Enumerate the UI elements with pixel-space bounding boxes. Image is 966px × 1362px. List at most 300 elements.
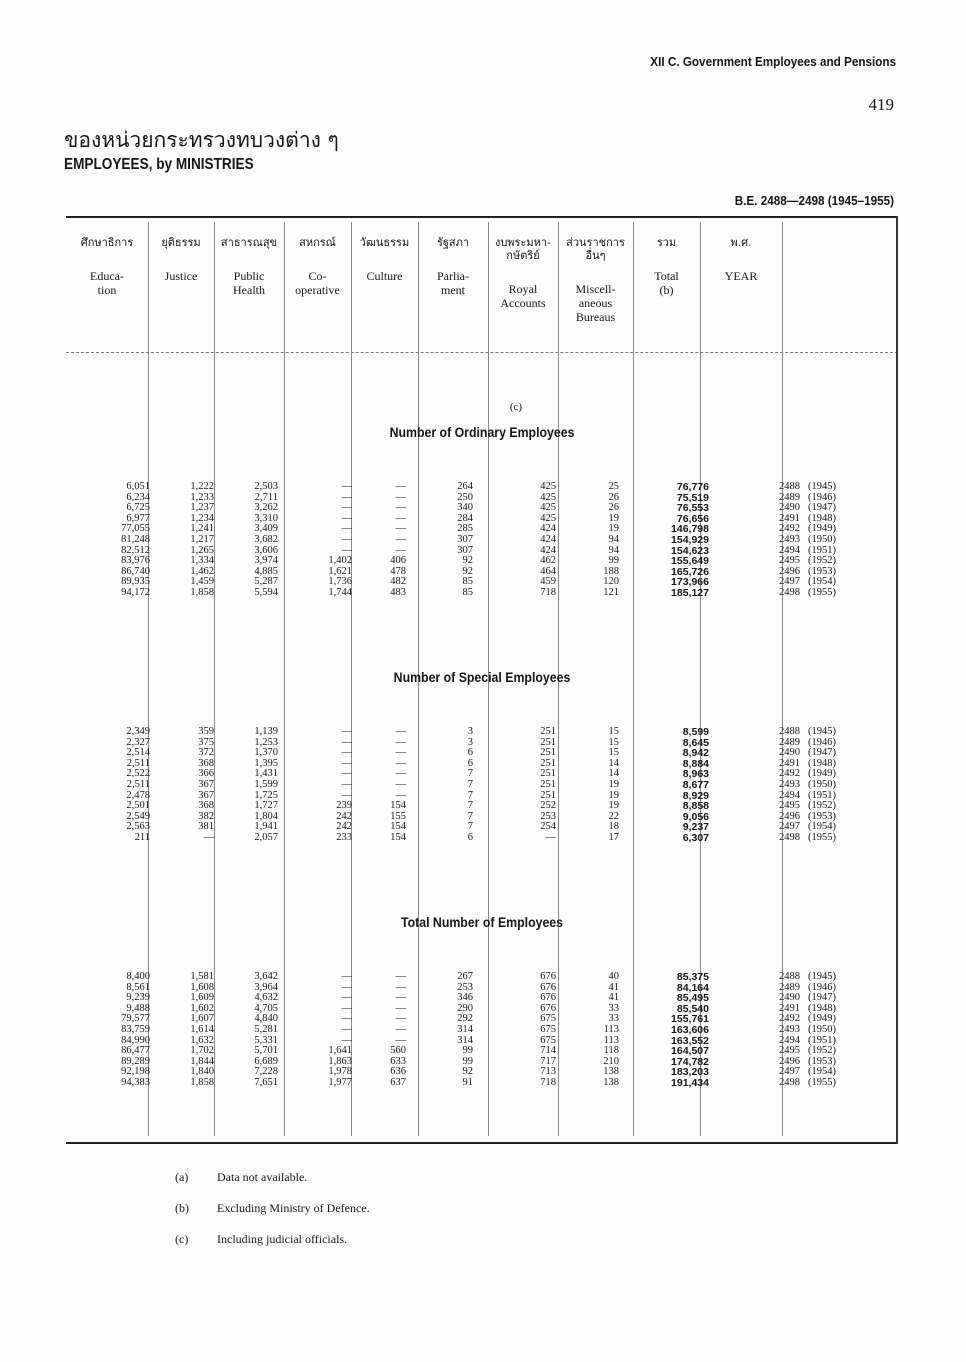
- year-ad: (1954): [808, 1066, 836, 1078]
- table-cell: 174,782: [671, 1055, 709, 1068]
- table-cell: 406: [390, 555, 406, 567]
- table-cell: 3,310: [254, 512, 278, 524]
- table-cell: 1,233: [190, 491, 214, 503]
- table-cell: 8,942: [682, 747, 709, 760]
- table-cell: 6,234: [126, 491, 150, 503]
- column-header: [633, 236, 700, 297]
- table-cell: 8,599: [682, 726, 709, 738]
- table-cell: 154,929: [671, 534, 709, 546]
- table-cell: —: [395, 981, 406, 993]
- year-ad: (1945): [808, 726, 836, 737]
- table-cell: 1,641: [328, 1045, 352, 1057]
- year-ad: (1949): [808, 523, 836, 535]
- table-cell: 41: [608, 992, 619, 1004]
- table-cell: —: [341, 512, 352, 524]
- table-cell: 2,511: [126, 779, 150, 790]
- table-cell: 4,632: [254, 992, 278, 1004]
- page-title-thai: ของหน่วยกระทรวงทบวงต่าง ๆ: [64, 128, 339, 152]
- year-be: 2490: [779, 992, 800, 1004]
- table-cell: 483: [390, 587, 406, 598]
- table-cell: 3,262: [254, 502, 278, 514]
- table-cell: 254: [540, 821, 556, 833]
- table-cell: 8,561: [126, 981, 150, 993]
- table-cell: 5,331: [254, 1034, 278, 1046]
- table-cell: —: [341, 736, 352, 748]
- table-cell: 8,677: [682, 779, 709, 791]
- table-cell: 1,702: [190, 1045, 214, 1057]
- table-cell: 367: [198, 779, 214, 790]
- table-cell: 6,689: [254, 1055, 278, 1067]
- table-cell: 92: [462, 565, 473, 577]
- table-cell: 3: [467, 736, 473, 748]
- year-ad: (1951): [808, 544, 836, 556]
- table-cell: 3: [467, 726, 473, 737]
- table-cell: 188: [603, 565, 619, 577]
- table-cell: —: [395, 726, 406, 737]
- column-header: [66, 236, 148, 297]
- column-header-thai: สหกรณ์: [299, 236, 336, 249]
- page-title: EMPLOYEES, by MINISTRIES: [64, 156, 254, 173]
- table-cell: —: [341, 747, 352, 759]
- section-title: Number of Special Employees: [393, 669, 571, 685]
- table-cell: 19: [608, 789, 619, 801]
- table-cell: 4,885: [254, 565, 278, 577]
- table-cell: 676: [540, 1002, 556, 1014]
- table-cell: 99: [608, 555, 619, 567]
- table-cell: 154: [390, 800, 406, 812]
- table-cell: 462: [540, 555, 556, 567]
- table-cell: 79,577: [121, 1013, 150, 1025]
- table-cell: 26: [608, 491, 619, 503]
- table-cell: 1,804: [254, 810, 278, 822]
- table-cell: 5,594: [254, 587, 278, 598]
- column-header: [351, 236, 418, 283]
- table-cell: 1,727: [254, 800, 278, 812]
- table-cell: 2,478: [126, 789, 150, 801]
- table-cell: 1,395: [254, 757, 278, 769]
- table-cell: —: [203, 832, 214, 843]
- table-cell: 113: [603, 1024, 619, 1035]
- table-cell: 118: [603, 1045, 619, 1057]
- table-cell: 2,057: [254, 832, 278, 843]
- table-cell: 459: [540, 576, 556, 588]
- table-cell: 76,553: [676, 502, 709, 515]
- table-cell: 307: [457, 534, 473, 545]
- year-ad: (1950): [808, 779, 836, 790]
- table-cell: 155: [390, 810, 406, 822]
- table-cell: 1,462: [190, 565, 214, 577]
- year-be: 2488: [779, 726, 800, 737]
- table-cell: 15: [608, 747, 619, 759]
- year-be: 2495: [779, 800, 800, 812]
- table-cell: —: [395, 736, 406, 748]
- table-cell: 424: [540, 534, 556, 545]
- year-be: 2498: [779, 1077, 800, 1088]
- table-cell: 99: [462, 1045, 473, 1057]
- table-cell: 425: [540, 512, 556, 524]
- table-cell: 307: [457, 544, 473, 556]
- table-cell: 7: [467, 779, 473, 790]
- table-row: [66, 738, 898, 749]
- year-ad: (1950): [808, 1024, 836, 1035]
- year-ad: (1954): [808, 821, 836, 833]
- table-cell: 8,929: [682, 789, 709, 802]
- table-cell: 94,383: [121, 1077, 150, 1088]
- table-cell: 2,503: [254, 481, 278, 492]
- table-cell: 84,164: [676, 981, 709, 994]
- table-cell: 675: [540, 1024, 556, 1035]
- table-cell: 6,977: [126, 512, 150, 524]
- table-cell: 2,501: [126, 800, 150, 812]
- year-be: 2491: [779, 512, 800, 524]
- table-cell: 717: [540, 1055, 556, 1067]
- table-cell: —: [395, 1002, 406, 1014]
- column-header-english: Co- operative: [295, 269, 340, 297]
- column-header-english: Educa- tion: [90, 269, 124, 297]
- column-header-english: Total (b): [654, 269, 679, 297]
- table-cell: —: [395, 491, 406, 503]
- table-cell: 26: [608, 502, 619, 514]
- table-cell: 4,840: [254, 1013, 278, 1025]
- table-cell: 94,172: [121, 587, 150, 598]
- table-cell: 1,602: [190, 1002, 214, 1014]
- year-ad: (1949): [808, 768, 836, 780]
- table-cell: 17: [608, 832, 619, 843]
- table-cell: 9,237: [682, 821, 709, 834]
- table-cell: 5,701: [254, 1045, 278, 1057]
- table-cell: 8,884: [682, 757, 709, 770]
- table-cell: 6: [467, 832, 473, 843]
- column-header-english: Justice: [164, 269, 198, 283]
- header-bottom-rule: [66, 352, 898, 353]
- table-cell: —: [341, 544, 352, 556]
- year-ad: (1948): [808, 1002, 836, 1014]
- table-cell: 675: [540, 1013, 556, 1025]
- table-cell: 250: [457, 491, 473, 503]
- table-cell: 2,514: [126, 747, 150, 759]
- table-cell: 154: [390, 821, 406, 833]
- table-cell: 210: [603, 1055, 619, 1067]
- table-cell: 292: [457, 1013, 473, 1025]
- table-row: [66, 727, 898, 738]
- column-header-thai: พ.ศ.: [730, 236, 752, 249]
- year-ad: (1955): [808, 832, 836, 843]
- table-cell: 8,400: [126, 971, 150, 982]
- table-cell: 164,507: [671, 1045, 709, 1058]
- table-cell: 19: [608, 800, 619, 812]
- year-be: 2493: [779, 779, 800, 790]
- column-header: [488, 236, 558, 310]
- table-cell: —: [395, 992, 406, 1004]
- table-cell: 372: [198, 747, 214, 759]
- table-cell: —: [341, 789, 352, 801]
- table-cell: 2,563: [126, 821, 150, 833]
- year-be: 2496: [779, 1055, 800, 1067]
- column-header-thai: วัฒนธรรม: [359, 236, 410, 249]
- table-cell: 185,127: [671, 587, 709, 599]
- year-ad: (1955): [808, 587, 836, 598]
- table-cell: 1,858: [190, 587, 214, 598]
- table-cell: —: [395, 1024, 406, 1035]
- table-cell: 425: [540, 491, 556, 503]
- table-cell: 7: [467, 800, 473, 812]
- year-be: 2488: [779, 481, 800, 492]
- footnote: (b) Excluding Ministry of Defence.: [175, 1201, 370, 1215]
- column-header-thai: รวม: [656, 236, 677, 249]
- table-cell: 94: [608, 534, 619, 545]
- table-cell: 8,858: [682, 800, 709, 813]
- column-header: [558, 236, 633, 324]
- section-header: XII C. Government Employees and Pensions: [650, 54, 896, 69]
- table-cell: 5,281: [254, 1024, 278, 1035]
- table-cell: 120: [603, 576, 619, 588]
- table-cell: 251: [540, 736, 556, 748]
- table-cell: 424: [540, 523, 556, 535]
- table-cell: —: [341, 534, 352, 545]
- table-cell: 85,540: [676, 1002, 709, 1015]
- table-cell: 7: [467, 789, 473, 801]
- column-header-english: Parlia- ment: [437, 269, 469, 297]
- table-cell: —: [395, 789, 406, 801]
- table-cell: 633: [390, 1055, 406, 1067]
- year-be: 2495: [779, 1045, 800, 1057]
- table-cell: 40: [608, 971, 619, 982]
- table-cell: 1,608: [190, 981, 214, 993]
- year-ad: (1951): [808, 789, 836, 801]
- table-cell: 94: [608, 544, 619, 556]
- table-cell: —: [395, 747, 406, 759]
- table-bottom-rule: [66, 1142, 898, 1144]
- table-cell: 242: [336, 821, 352, 833]
- table-cell: 676: [540, 981, 556, 993]
- table-cell: —: [341, 481, 352, 492]
- year-be: 2492: [779, 768, 800, 780]
- column-header-thai: รัฐสภา: [436, 236, 470, 249]
- table-cell: —: [341, 768, 352, 780]
- table-cell: 6,307: [682, 832, 709, 844]
- year-be: 2496: [779, 565, 800, 577]
- table-row: [66, 791, 898, 802]
- table-row: [66, 482, 898, 493]
- table-cell: 138: [603, 1077, 619, 1088]
- column-header-english: Royal Accounts: [500, 282, 546, 310]
- section-note: (c): [509, 401, 523, 413]
- table-cell: 19: [608, 512, 619, 524]
- table-cell: —: [545, 832, 556, 843]
- table-cell: 77,055: [121, 523, 150, 535]
- table-cell: 3,974: [254, 555, 278, 567]
- column-header-english: Public Health: [233, 269, 265, 297]
- table-cell: 8,645: [682, 736, 709, 749]
- year-ad: (1953): [808, 810, 836, 822]
- period-label: B.E. 2488—2498 (1945–1955): [734, 193, 894, 208]
- table-cell: 92,198: [121, 1066, 150, 1078]
- table-top-rule: [66, 216, 898, 218]
- table-cell: 7,651: [254, 1077, 278, 1088]
- year-be: 2488: [779, 971, 800, 982]
- table-cell: 18: [608, 821, 619, 833]
- table-cell: 85: [462, 576, 473, 588]
- year-be: 2489: [779, 491, 800, 503]
- table-cell: 1,858: [190, 1077, 214, 1088]
- year-be: 2490: [779, 747, 800, 759]
- table-cell: 714: [540, 1045, 556, 1057]
- table-row: [66, 769, 898, 780]
- table-cell: 1,941: [254, 821, 278, 833]
- table-cell: 15: [608, 736, 619, 748]
- table-cell: —: [341, 1013, 352, 1025]
- year-ad: (1947): [808, 992, 836, 1004]
- column-header-english: Miscell- aneous Bureaus: [575, 282, 616, 324]
- table-cell: 89,289: [121, 1055, 150, 1067]
- table-cell: 5,287: [254, 576, 278, 588]
- table-cell: 3,964: [254, 981, 278, 993]
- table-cell: 211: [134, 832, 150, 843]
- table-cell: —: [395, 544, 406, 556]
- table-cell: 253: [540, 810, 556, 822]
- table-cell: 1,402: [328, 555, 352, 567]
- year-ad: (1952): [808, 555, 836, 567]
- footnote: (c) Including judicial officials.: [175, 1232, 348, 1246]
- table-cell: 183,203: [671, 1066, 709, 1079]
- table-cell: —: [395, 779, 406, 790]
- year-ad: (1952): [808, 800, 836, 812]
- table-cell: 424: [540, 544, 556, 556]
- table-cell: 191,434: [671, 1077, 709, 1089]
- table-cell: —: [395, 971, 406, 982]
- table-cell: 1,621: [328, 565, 352, 577]
- table-cell: 375: [198, 736, 214, 748]
- year-be: 2498: [779, 587, 800, 598]
- table-cell: 314: [457, 1024, 473, 1035]
- table-cell: —: [395, 523, 406, 535]
- table-cell: 84,990: [121, 1034, 150, 1046]
- table-row: [66, 822, 898, 833]
- table-cell: —: [341, 1034, 352, 1046]
- column-header-thai: สาธารณสุข: [220, 236, 278, 249]
- table-cell: 91: [462, 1077, 473, 1088]
- table-cell: 636: [390, 1066, 406, 1078]
- year-be: 2497: [779, 1066, 800, 1078]
- column-header: [148, 236, 214, 283]
- table-cell: 86,477: [121, 1045, 150, 1057]
- table-cell: —: [341, 523, 352, 535]
- column-header: [284, 236, 351, 297]
- year-ad: (1955): [808, 1077, 836, 1088]
- table-cell: 252: [540, 800, 556, 812]
- table-cell: 154,623: [671, 544, 709, 557]
- table-cell: 146,798: [671, 523, 709, 536]
- table-cell: 7,228: [254, 1066, 278, 1078]
- table-cell: 2,522: [126, 768, 150, 780]
- year-be: 2497: [779, 576, 800, 588]
- year-ad: (1953): [808, 1055, 836, 1067]
- employees-table: [66, 216, 898, 1144]
- table-row: [66, 833, 898, 844]
- table-cell: 381: [198, 821, 214, 833]
- table-cell: 22: [608, 810, 619, 822]
- table-row: [66, 972, 898, 983]
- table-cell: 478: [390, 565, 406, 577]
- table-cell: 366: [198, 768, 214, 780]
- table-cell: 85: [462, 587, 473, 598]
- table-cell: 1,978: [328, 1066, 352, 1078]
- table-cell: —: [395, 757, 406, 769]
- column-header-thai: ส่วนราชการ อื่นๆ: [566, 236, 625, 262]
- year-be: 2491: [779, 1002, 800, 1014]
- table-cell: 113: [603, 1034, 619, 1046]
- table-row: [66, 1025, 898, 1036]
- table-cell: 1,237: [190, 502, 214, 514]
- footnotes: [175, 1162, 370, 1255]
- table-cell: 239: [336, 800, 352, 812]
- year-be: 2491: [779, 757, 800, 769]
- table-cell: 1,607: [190, 1013, 214, 1025]
- table-cell: 1,863: [328, 1055, 352, 1067]
- table-cell: 675: [540, 1034, 556, 1046]
- table-cell: 1,222: [190, 481, 214, 492]
- table-cell: —: [395, 768, 406, 780]
- table-cell: 41: [608, 981, 619, 993]
- table-cell: 92: [462, 1066, 473, 1078]
- table-cell: 163,606: [671, 1024, 709, 1036]
- table-cell: 346: [457, 992, 473, 1004]
- table-cell: 482: [390, 576, 406, 588]
- table-cell: 81,248: [121, 534, 150, 545]
- year-be: 2493: [779, 534, 800, 545]
- year-ad: (1946): [808, 981, 836, 993]
- table-cell: 1,744: [328, 587, 352, 598]
- table-cell: 19: [608, 779, 619, 790]
- page-number: 419: [868, 95, 894, 114]
- table-cell: 155,761: [671, 1013, 709, 1026]
- table-cell: 1,599: [254, 779, 278, 790]
- table-cell: 676: [540, 971, 556, 982]
- table-cell: 1,253: [254, 736, 278, 748]
- table-cell: —: [341, 757, 352, 769]
- table-cell: 1,581: [190, 971, 214, 982]
- year-ad: (1947): [808, 747, 836, 759]
- table-cell: 340: [457, 502, 473, 514]
- column-header-thai: ยุติธรรม: [161, 236, 201, 249]
- column-header-english: YEAR: [724, 269, 758, 283]
- table-row: [66, 780, 898, 791]
- table-cell: —: [341, 992, 352, 1004]
- table-cell: —: [341, 491, 352, 503]
- table-row: [66, 801, 898, 812]
- year-ad: (1948): [808, 512, 836, 524]
- table-cell: —: [341, 1024, 352, 1035]
- year-ad: (1945): [808, 971, 836, 982]
- year-be: 2498: [779, 832, 800, 843]
- table-cell: 9,488: [126, 1002, 150, 1014]
- year-be: 2494: [779, 1034, 800, 1046]
- table-cell: 2,349: [126, 726, 150, 737]
- table-cell: —: [341, 726, 352, 737]
- table-cell: 75,519: [676, 491, 709, 504]
- table-cell: 251: [540, 779, 556, 790]
- table-cell: 165,726: [671, 565, 709, 578]
- table-cell: 382: [198, 810, 214, 822]
- column-header-thai: ศึกษาธิการ: [80, 236, 134, 249]
- table-cell: 2,511: [126, 757, 150, 769]
- table-cell: 1,217: [190, 534, 214, 545]
- table-cell: —: [395, 512, 406, 524]
- table-cell: 2,549: [126, 810, 150, 822]
- table-cell: 121: [603, 587, 619, 598]
- year-ad: (1954): [808, 576, 836, 588]
- column-header: [418, 236, 488, 297]
